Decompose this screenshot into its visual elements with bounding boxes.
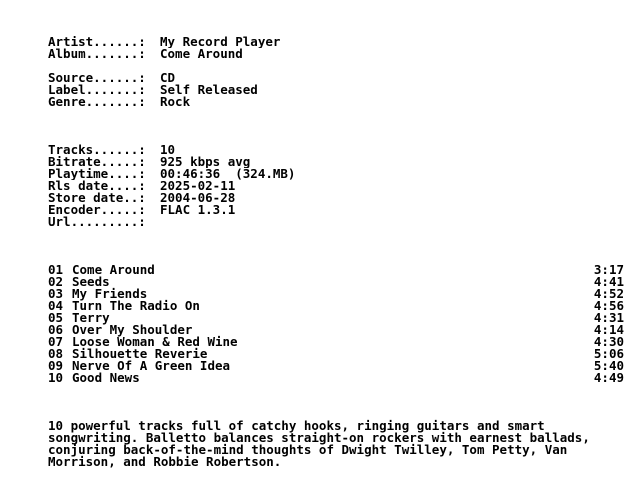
track-number: 04 bbox=[48, 298, 64, 313]
track-title: Loose Woman & Red Wine bbox=[72, 334, 238, 349]
track-number: 06 bbox=[48, 322, 64, 337]
bitrate-row bbox=[48, 156, 624, 168]
playtime-row bbox=[48, 168, 624, 180]
spacer bbox=[48, 228, 624, 240]
playtime-key: Playtime....: bbox=[48, 168, 146, 180]
track-title: Seeds bbox=[72, 274, 110, 289]
track-row bbox=[48, 264, 624, 276]
track-number: 08 bbox=[48, 346, 64, 361]
genre-key: Genre.......: bbox=[48, 96, 146, 108]
tracks-value: 10 bbox=[160, 144, 176, 156]
tracks-key: Tracks......: bbox=[48, 144, 146, 156]
source-value: CD bbox=[160, 72, 176, 84]
album-row bbox=[48, 48, 624, 60]
spacer bbox=[48, 120, 624, 132]
album-value: Come Around bbox=[160, 48, 243, 60]
bitrate-value: 925 kbps avg bbox=[160, 156, 251, 168]
track-number: 05 bbox=[48, 310, 64, 325]
track-duration: 5:40 bbox=[593, 358, 624, 373]
track-duration: 4:49 bbox=[593, 370, 624, 385]
track-duration: 4:14 bbox=[593, 322, 624, 337]
genre-row bbox=[48, 96, 624, 108]
track-row bbox=[48, 372, 624, 384]
spacer bbox=[48, 108, 624, 120]
track-number: 07 bbox=[48, 334, 64, 349]
description-line: Morrison, and Robbie Robertson. bbox=[48, 454, 282, 469]
description-line: songwriting. Balletto balances straight-on rockers with earnest ballads, bbox=[48, 430, 590, 445]
track-number: 10 bbox=[48, 370, 64, 385]
tracks-row bbox=[48, 144, 624, 156]
track-duration: 3:17 bbox=[593, 262, 624, 277]
spacer bbox=[48, 60, 624, 72]
rls-date-key: Rls date....: bbox=[48, 180, 146, 192]
encoder-key: Encoder.....: bbox=[48, 204, 146, 216]
artist-key: Artist......: bbox=[48, 36, 146, 48]
store-date-key: Store date..: bbox=[48, 192, 146, 204]
track-title: Turn The Radio On bbox=[72, 298, 200, 313]
store-date-value: 2004-06-28 bbox=[160, 192, 236, 204]
spacer bbox=[48, 132, 624, 144]
track-title: My Friends bbox=[72, 286, 148, 301]
encoder-row bbox=[48, 204, 624, 216]
spacer bbox=[48, 240, 624, 252]
nfo-document bbox=[48, 36, 624, 468]
spacer bbox=[48, 396, 624, 408]
description-line: conjuring back-of-the-mind thoughts of Dwight Twilley, Tom Petty, Van bbox=[48, 442, 568, 457]
url-key: Url.........: bbox=[48, 216, 146, 228]
rls-date-value: 2025-02-11 bbox=[160, 180, 236, 192]
track-duration: 4:31 bbox=[593, 310, 624, 325]
track-number: 01 bbox=[48, 262, 64, 277]
playtime-value: 00:46:36 (324.MB) bbox=[160, 168, 296, 180]
artist-value: My Record Player bbox=[160, 36, 281, 48]
tracklist bbox=[48, 264, 624, 384]
track-title: Over My Shoulder bbox=[72, 322, 193, 337]
track-title: Silhouette Reverie bbox=[72, 346, 208, 361]
rls-date-row bbox=[48, 180, 624, 192]
album-description bbox=[48, 420, 624, 468]
label-row bbox=[48, 84, 624, 96]
track-number: 02 bbox=[48, 274, 64, 289]
track-duration: 4:30 bbox=[593, 334, 624, 349]
store-date-row bbox=[48, 192, 624, 204]
track-title: Good News bbox=[72, 370, 140, 385]
url-row bbox=[48, 216, 624, 228]
source-key: Source......: bbox=[48, 72, 146, 84]
track-title: Nerve Of A Green Idea bbox=[72, 358, 231, 373]
encoder-value: FLAC 1.3.1 bbox=[160, 204, 236, 216]
track-duration: 4:52 bbox=[593, 286, 624, 301]
description-line: 10 powerful tracks full of catchy hooks, ringing guitars and smart bbox=[48, 418, 545, 433]
album-key: Album.......: bbox=[48, 48, 146, 60]
source-row bbox=[48, 72, 624, 84]
bitrate-key: Bitrate.....: bbox=[48, 156, 146, 168]
track-number: 03 bbox=[48, 286, 64, 301]
track-duration: 5:06 bbox=[593, 346, 624, 361]
track-title: Terry bbox=[72, 310, 110, 325]
label-value: Self Released bbox=[160, 84, 258, 96]
track-number: 09 bbox=[48, 358, 64, 373]
label-key: Label.......: bbox=[48, 84, 146, 96]
artist-row bbox=[48, 36, 624, 48]
track-row bbox=[48, 300, 624, 312]
track-duration: 4:56 bbox=[593, 298, 624, 313]
track-duration: 4:41 bbox=[593, 274, 624, 289]
track-title: Come Around bbox=[72, 262, 155, 277]
spacer bbox=[48, 384, 624, 396]
genre-value: Rock bbox=[160, 96, 191, 108]
